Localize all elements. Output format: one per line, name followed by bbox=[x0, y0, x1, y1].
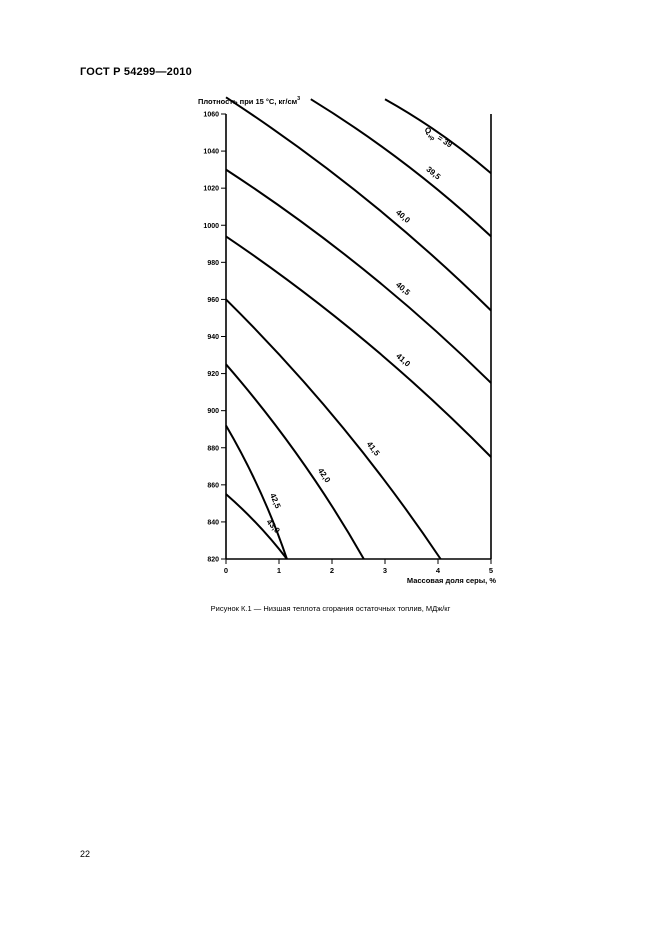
y-tick-label: 940 bbox=[207, 334, 219, 341]
isoline-label: 41,5 bbox=[364, 439, 382, 458]
x-tick-label: 4 bbox=[435, 566, 441, 575]
y-tick-label: 820 bbox=[207, 556, 219, 564]
isoline-label: 40,0 bbox=[394, 207, 412, 225]
curve-label-group bbox=[265, 165, 443, 536]
figure-caption: Рисунок К.1 — Низшая теплота сгорания остаточных топлив, МДж/кг bbox=[210, 604, 451, 613]
page-number: 22 bbox=[80, 849, 91, 859]
y-axis-ticks bbox=[203, 112, 226, 564]
x-axis-ticks bbox=[224, 559, 493, 575]
isoline-label: 43,0 bbox=[264, 517, 282, 536]
y-tick-label: 860 bbox=[207, 482, 219, 490]
isoline-label: 40,5 bbox=[394, 280, 412, 298]
x-axis-label: Массовая доля серы, % bbox=[406, 576, 496, 585]
q-value-annotation: $Q_{нр} = 39$ bbox=[422, 125, 454, 150]
y-tick-label: 840 bbox=[207, 519, 219, 527]
x-tick-label: 2 bbox=[329, 566, 335, 575]
y-tick-label: 900 bbox=[207, 408, 219, 416]
isoline-curve bbox=[226, 236, 491, 457]
isoline-label: 42,5 bbox=[267, 491, 283, 510]
isoline-label: 41,0 bbox=[394, 351, 412, 369]
isoline-curve bbox=[226, 426, 287, 560]
curve-group bbox=[226, 97, 491, 559]
x-tick-label: 3 bbox=[382, 566, 388, 575]
isoline-label: 39,5 bbox=[424, 164, 443, 182]
document-header: ГОСТ Р 54299—2010 bbox=[80, 66, 192, 78]
y-tick-label: 880 bbox=[207, 445, 219, 453]
y-tick-label: 1000 bbox=[203, 222, 219, 230]
y-tick-label: 960 bbox=[207, 296, 219, 304]
y-tick-label: 920 bbox=[207, 371, 219, 379]
isoline-curve bbox=[226, 299, 441, 559]
isoline-label: 42,0 bbox=[315, 466, 333, 485]
x-tick-label: 0 bbox=[223, 566, 229, 575]
y-tick-label: 1020 bbox=[203, 185, 219, 193]
y-axis-label: Плотность при 15 °С, $кг/см^3$ bbox=[198, 96, 301, 106]
x-tick-label: 5 bbox=[488, 566, 494, 575]
y-tick-label: 1060 bbox=[203, 111, 219, 119]
x-tick-label: 1 bbox=[276, 566, 282, 575]
y-tick-label: 1040 bbox=[203, 148, 219, 156]
y-tick-label: 980 bbox=[207, 259, 219, 267]
